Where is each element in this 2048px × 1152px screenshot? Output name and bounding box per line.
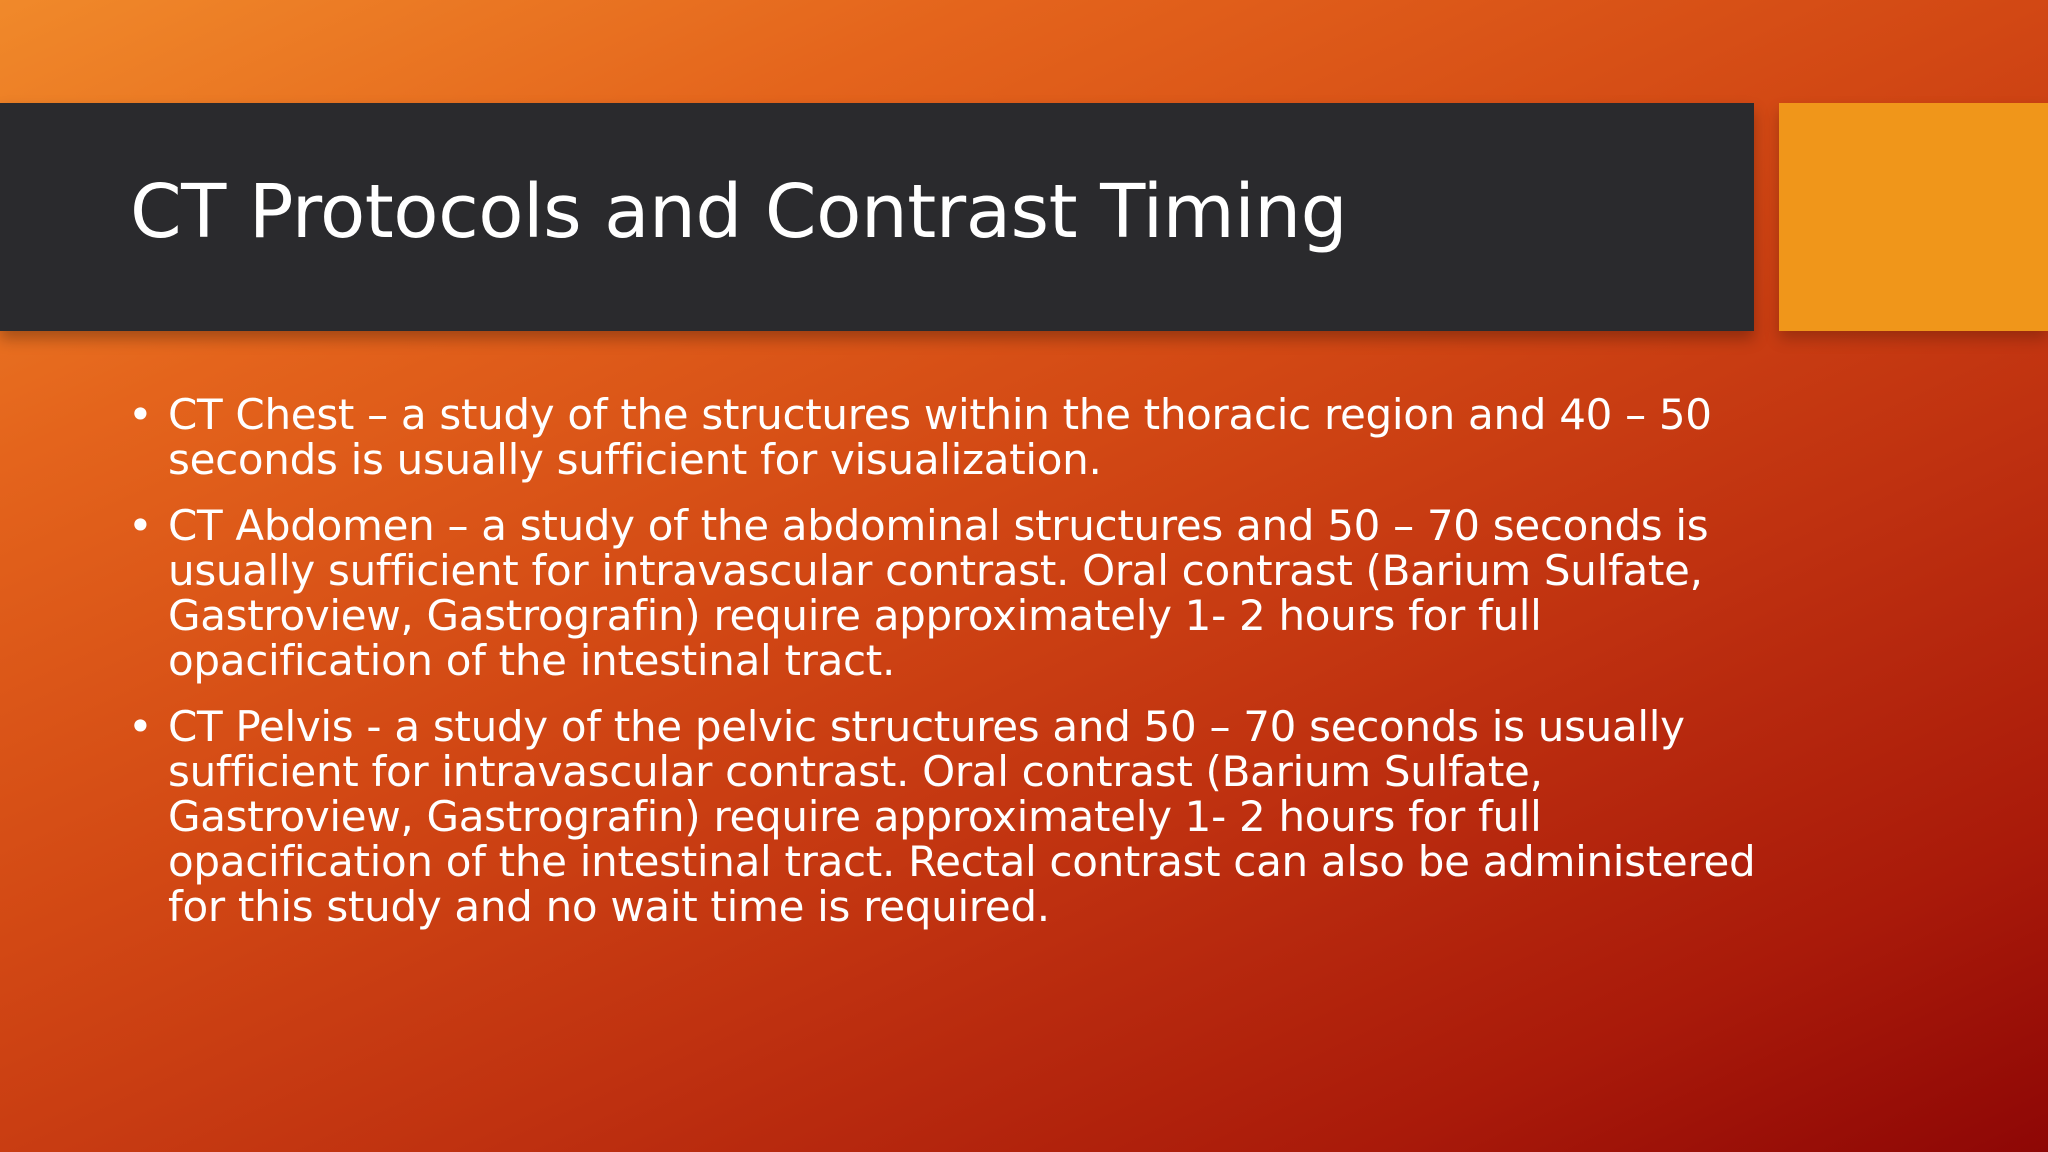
bullet-marker: • [128, 501, 153, 550]
bullet-marker: • [128, 702, 153, 751]
bullet-text: CT Pelvis - a study of the pelvic structures and 50 – 70 seconds is usually sufficient for intravascular contrast. Oral contrast (Barium Sulfate, Gastroview, Gastrografin) require approximately 1- 2 hours for full opacification of the intestinal tract. Rectal contrast can also be administered for this study and no wait time is required. [168, 702, 1756, 931]
slide-title: CT Protocols and Contrast Timing [130, 169, 1348, 255]
accent-square [1779, 103, 2048, 331]
bullet-item-ct-abdomen [125, 503, 1765, 683]
bullet-text: CT Chest – a study of the structures within the thoracic region and 40 – 50 seconds is usually sufficient for visualization. [168, 390, 1712, 484]
bullet-list [125, 392, 1765, 950]
bullet-item-ct-pelvis [125, 704, 1765, 929]
bullet-marker: • [128, 390, 153, 439]
bullet-text: CT Abdomen – a study of the abdominal structures and 50 – 70 seconds is usually sufficient for intravascular contrast. Oral contrast (Barium Sulfate, Gastroview, Gastrografin) require approximately 1- 2 hours for full opacification of the intestinal tract. [168, 501, 1709, 685]
bullet-item-ct-chest [125, 392, 1765, 482]
